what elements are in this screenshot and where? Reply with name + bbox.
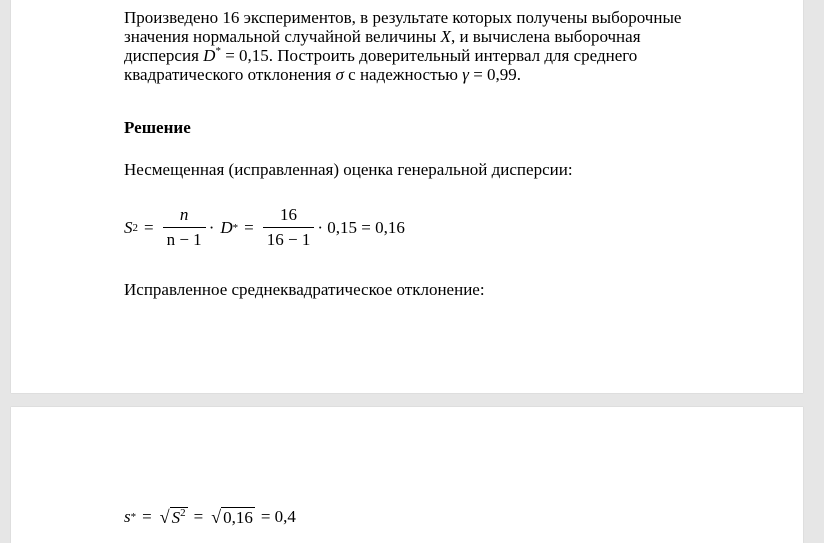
radical-sign-2: √: [211, 507, 222, 527]
sqrt-s-squared: [160, 507, 188, 527]
formula1-lhs: S: [124, 217, 133, 237]
problem-line-4-text-mid: с надежностью: [343, 65, 463, 84]
problem-line-1: Произведено 16 экспериментов, в результате которых получены выборочные: [124, 8, 682, 27]
std-deviation-formula: s * = √ $S^2$ = √ 0,16 = 0,4: [124, 507, 296, 527]
radical-sign-1: √: [159, 507, 170, 527]
problem-line-2-text: значения нормальной случайной величины: [124, 27, 441, 46]
var-d-star: *: [215, 45, 221, 57]
formula1-d: D: [220, 217, 233, 237]
formula2-eq2: =: [193, 507, 204, 526]
sqrt-0-16: [211, 507, 255, 527]
variance-estimate-text: Несмещенная (исправленная) оценка генеральной дисперсии:: [124, 160, 573, 179]
fraction-16-over-15: [263, 205, 315, 250]
formula1-eq2: =: [244, 217, 254, 237]
var-sigma: σ: [335, 65, 344, 84]
formula1-tail: · 0,15 = 0,16: [317, 217, 405, 237]
formula1-eq1: =: [144, 217, 154, 237]
var-d: D: [203, 46, 216, 65]
solution-heading: Решение: [124, 118, 191, 137]
formula2-tail: = 0,4: [260, 507, 296, 526]
formula2-lhs: s: [124, 507, 131, 526]
fraction2-denominator: 16 − 1: [263, 227, 315, 250]
problem-line-3-text: дисперсия: [124, 46, 204, 65]
var-gamma: γ: [462, 65, 469, 84]
fraction1-denominator: n − 1: [163, 227, 206, 250]
fraction-n-over-n-minus-1: [163, 205, 206, 250]
var-x: X: [440, 27, 451, 46]
formula2-eq1: =: [142, 507, 152, 526]
sqrt1-sup: 2: [180, 507, 186, 519]
sqrt1-argument: [170, 507, 188, 527]
fraction1-numerator: n: [179, 205, 189, 224]
problem-statement: [124, 8, 746, 84]
fraction2-numerator: 16: [280, 205, 298, 224]
document-page-1: [11, 0, 803, 393]
variance-formula: S 2 = $\frac{n}{n - 1}$ · D * = $\frac{16}{16 - 1}$ · 0,15 = 0,16: [124, 205, 405, 249]
problem-line-2-text-end: , и вычислена выборочная: [450, 27, 641, 46]
problem-line-4-text-end: = 0,99.: [468, 65, 522, 84]
problem-line-3-text-end: = 0,15. Построить доверительный интервал для среднего: [220, 46, 638, 65]
problem-line-4-text: квадратического отклонения: [124, 65, 336, 84]
document-page-2: [11, 407, 803, 543]
std-deviation-text: Исправленное среднеквадратическое отклонение:: [124, 280, 485, 299]
sqrt1-s: S: [171, 508, 181, 527]
sqrt2-argument: 0,16: [223, 508, 253, 527]
formula1-dot: ·: [208, 217, 215, 237]
